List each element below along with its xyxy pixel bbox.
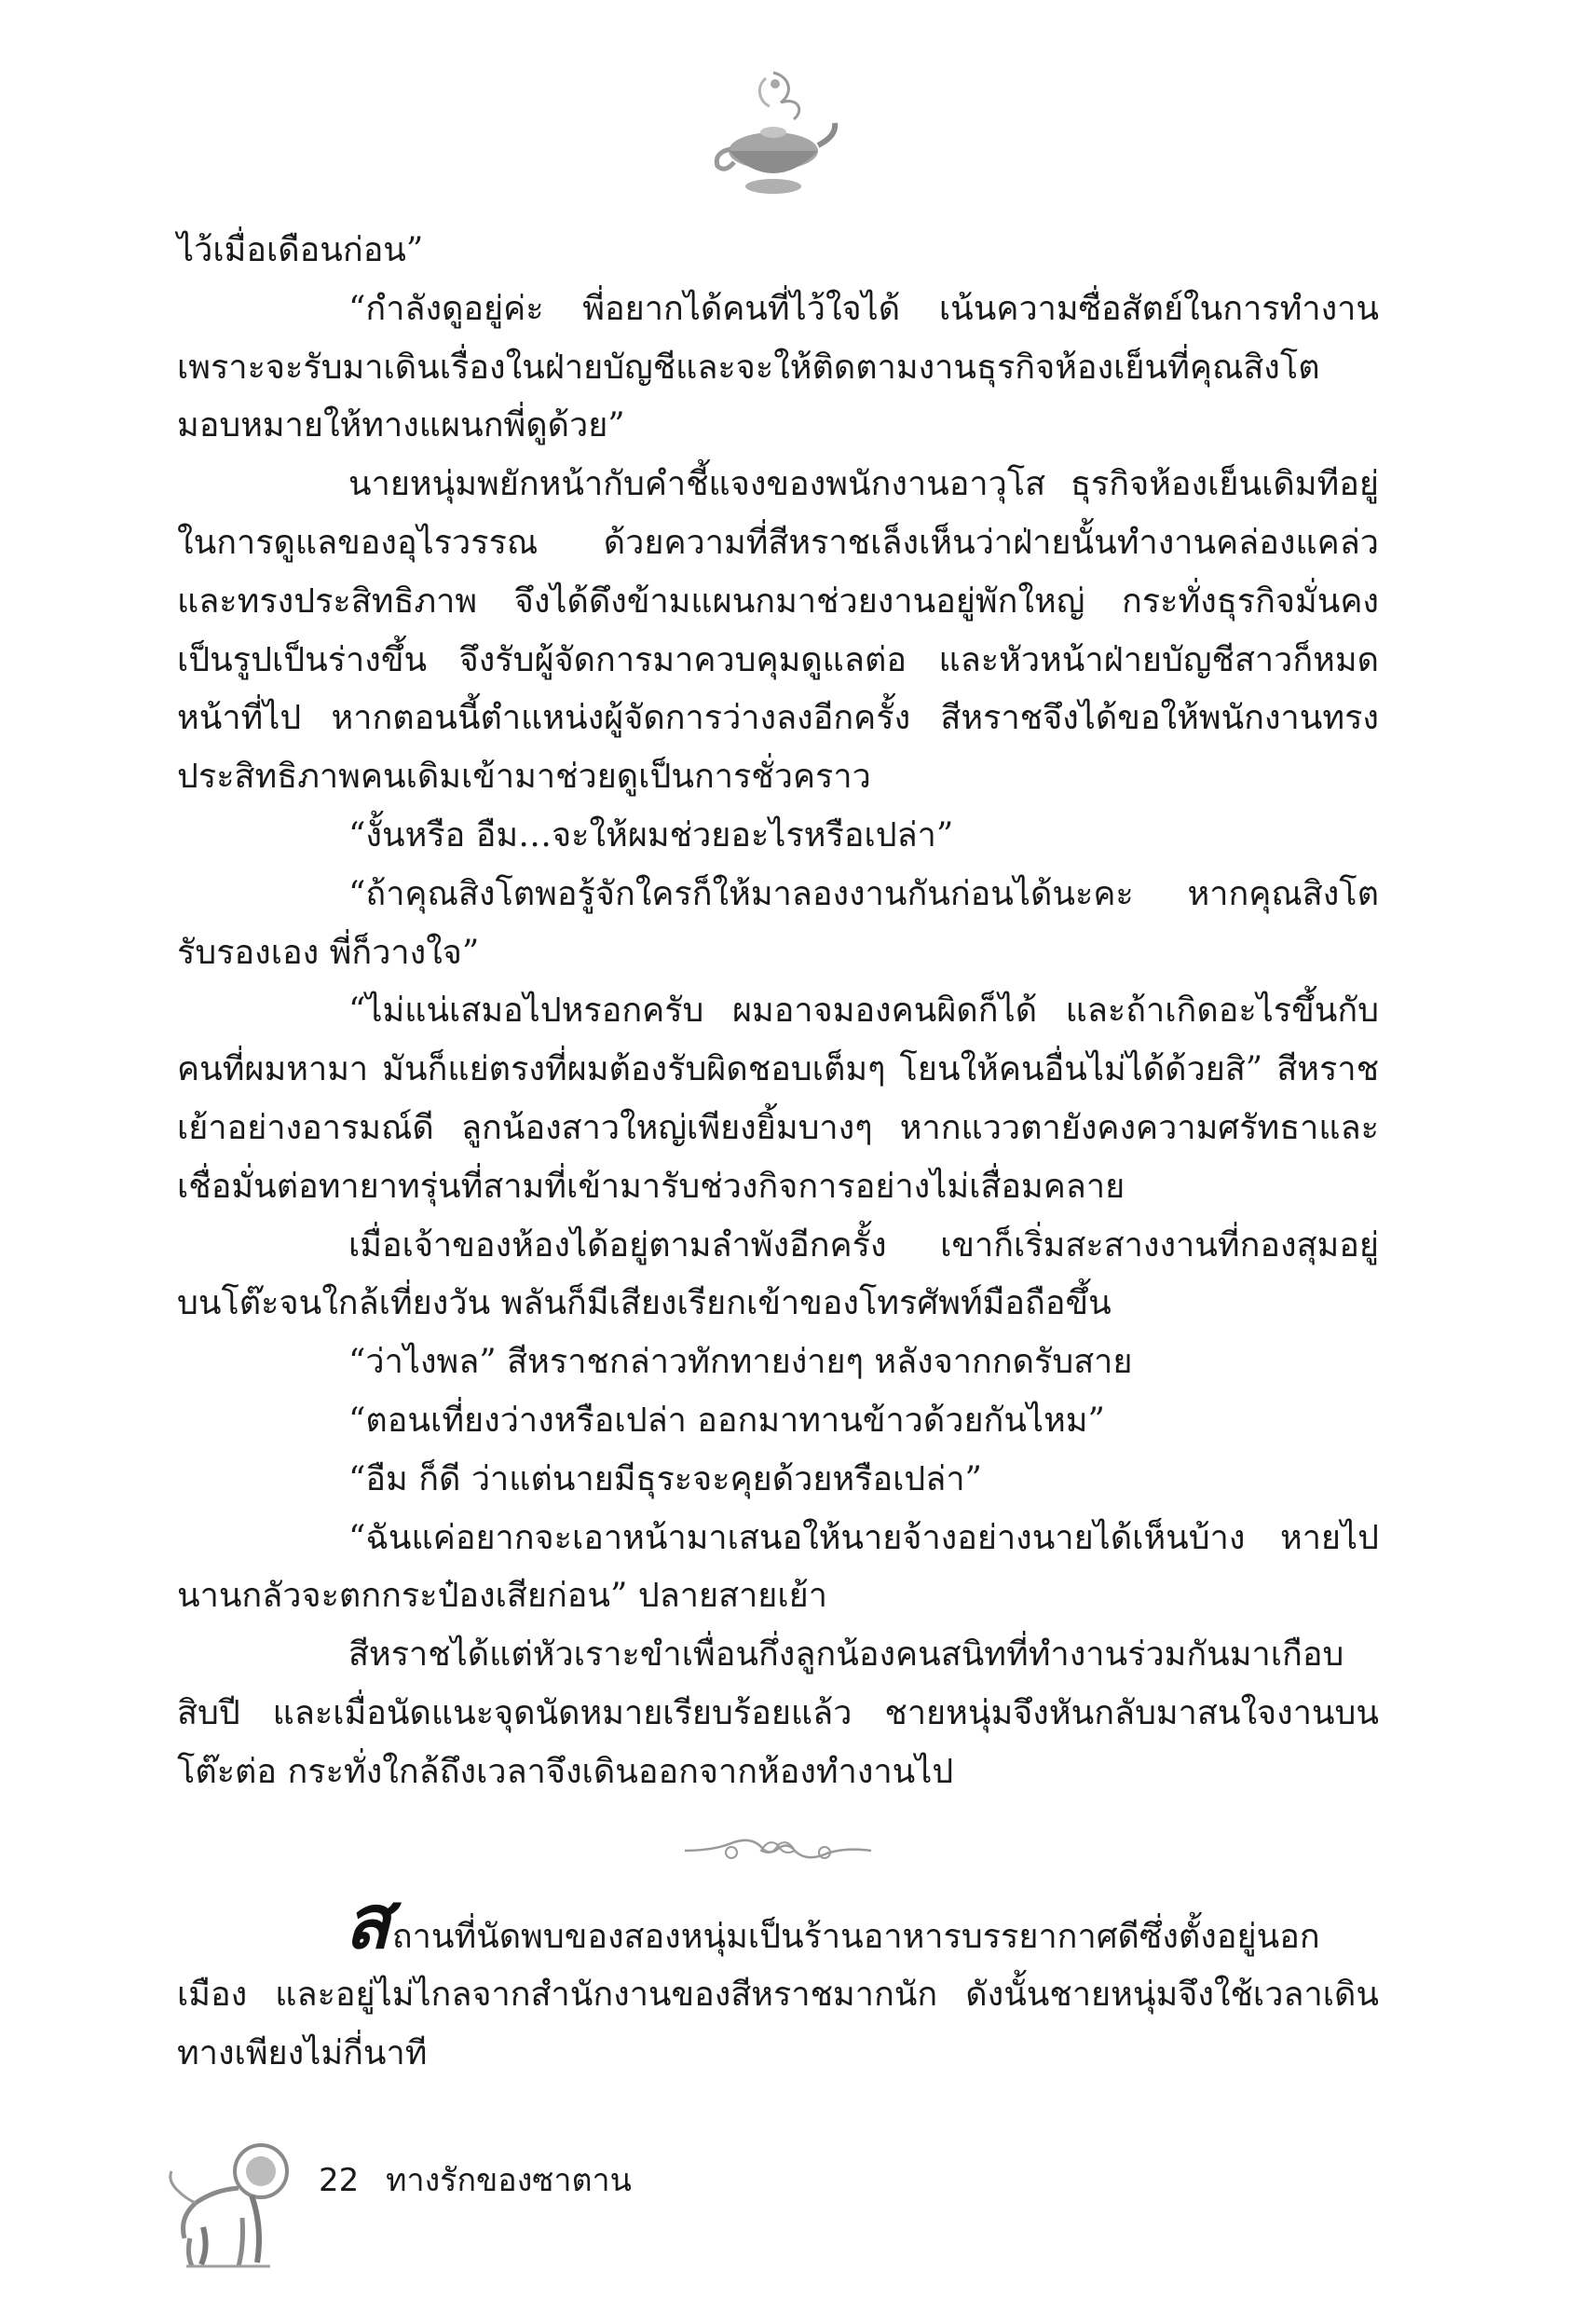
paragraph: “งั้นหรือ อืม…จะให้ผมช่วยอะไรหรือเปล่า”: [348, 815, 954, 855]
section-opening-paragraph: [177, 1878, 1379, 2084]
section-opening-text: ถานที่นัดพบของสองหนุ่มเป็นร้านอาหารบรรยากาศดีซึ่งตั้งอยู่นอกเมือง และอยู่ไม่ไกลจากสำนักงานของสีหราชมากนัก ดังนั้นชายหนุ่มจึงใช้เวลาเดินทางเพียงไม่กี่นาที: [177, 1917, 1379, 2073]
page-number: 22: [319, 2162, 360, 2199]
paragraph: “ไม่แน่เสมอไปหรอกครับ ผมอาจมองคนผิดก็ได้ และถ้าเกิดอะไรขึ้นกับคนที่ผมหามา มันก็แย่ตรงที่ผมต้องรับผิดชอบเต็มๆ โยนให้คนอื่นไม่ได้ด้วยสิ” สีหราชเย้าอย่างอารมณ์ดี ลูกน้องสาวใหญ่เพียงยิ้มบางๆ หากแววตายังคงความศรัทธาและเชื่อมั่นต่อทายาทรุ่นที่สามที่เข้ามารับช่วงกิจการอย่างไม่เสื่อมคลาย: [177, 991, 1379, 1206]
book-title: ทางรักของซาตาน: [386, 2162, 632, 2199]
paragraph: “ฉันแค่อยากจะเอาหน้ามาเสนอให้นายจ้างอย่างนายได้เห็นบ้าง หายไปนานกลัวจะตกกระป๋องเสียก่อน” ปลายสายเย้า: [177, 1518, 1379, 1616]
paragraph: เมื่อเจ้าของห้องได้อยู่ตามลำพังอีกครั้ง เขาก็เริ่มสะสางงานที่กองสุมอยู่บนโต๊ะจนใกล้เที่ยงวัน พลันก็มีเสียงเรียกเข้าของโทรศัพท์มือถือขึ้น: [177, 1225, 1379, 1323]
genie-lamp-icon: [708, 65, 839, 205]
footer-text: [319, 2162, 648, 2199]
paragraph: “ตอนเที่ยงว่างหรือเปล่า ออกมาทานข้าวด้วยกันไหม”: [348, 1401, 1105, 1440]
paragraph: สีหราชได้แต่หัวเราะขำเพื่อนกึ่งลูกน้องคนสนิทที่ทำงานร่วมกันมาเกือบสิบปี และเมื่อนัดแนะจุดนัดหมายเรียบร้อยแล้ว ชายหนุ่มจึงหันกลับมาสนใจงานบนโต๊ะต่อ กระทั่งใกล้ถึงเวลาจึงเดินออกจากห้องทำงานไป: [177, 1635, 1379, 1791]
page-body: [177, 222, 1379, 2084]
drop-cap: ส: [345, 1878, 390, 1965]
scroll-ornament-icon: [675, 1830, 880, 1871]
paragraph: นายหนุ่มพยักหน้ากับคำชี้แจงของพนักงานอาวุโส ธุรกิจห้องเย็นเดิมทีอยู่ในการดูแลของอุไรวรรณ ด้วยความที่สีหราชเล็งเห็นว่าฝ่ายนั้นทำงานคล่องแคล่วและทรงประสิทธิภาพ จึงได้ดึงข้ามแผนกมาช่วยงานอยู่พักใหญ่ กระทั่งธุรกิจมั่นคงเป็นรูปเป็นร่างขึ้น จึงรับผู้จัดการมาควบคุมดูแลต่อ และหัวหน้าฝ่ายบัญชีสาวก็หมดหน้าที่ไป หากตอนนี้ตำแหน่งผู้จัดการว่างลงอีกครั้ง สีหราชจึงได้ขอให้พนักงานทรงประสิทธิภาพคนเดิมเข้ามาช่วยดูเป็นการชั่วคราว: [177, 465, 1379, 797]
paragraph: “กำลังดูอยู่ค่ะ พี่อยากได้คนที่ไว้ใจได้ เน้นความซื่อสัตย์ในการทำงาน เพราะจะรับมาเดินเรื่องในฝ่ายบัญชีและจะให้ติดตามงานธุรกิจห้องเย็นที่คุณสิงโตมอบหมายให้ทางแผนกพี่ดูด้วย”: [177, 289, 1379, 445]
paragraph: “อืม ก็ดี ว่าแต่นายมีธุระจะคุยด้วยหรือเปล่า”: [348, 1459, 982, 1498]
lion-icon: [158, 2134, 307, 2274]
paragraph: “ว่าไงพล” สีหราชกล่าวทักทายง่ายๆ หลังจากกดรับสาย: [348, 1343, 1133, 1382]
page-footer: [158, 2134, 811, 2274]
paragraph: ไว้เมื่อเดือนก่อน”: [177, 231, 424, 269]
paragraph: “ถ้าคุณสิงโตพอรู้จักใครก็ให้มาลองงานกันก่อนได้นะคะ หากคุณสิงโตรับรองเอง พี่ก็วางใจ”: [177, 874, 1379, 972]
